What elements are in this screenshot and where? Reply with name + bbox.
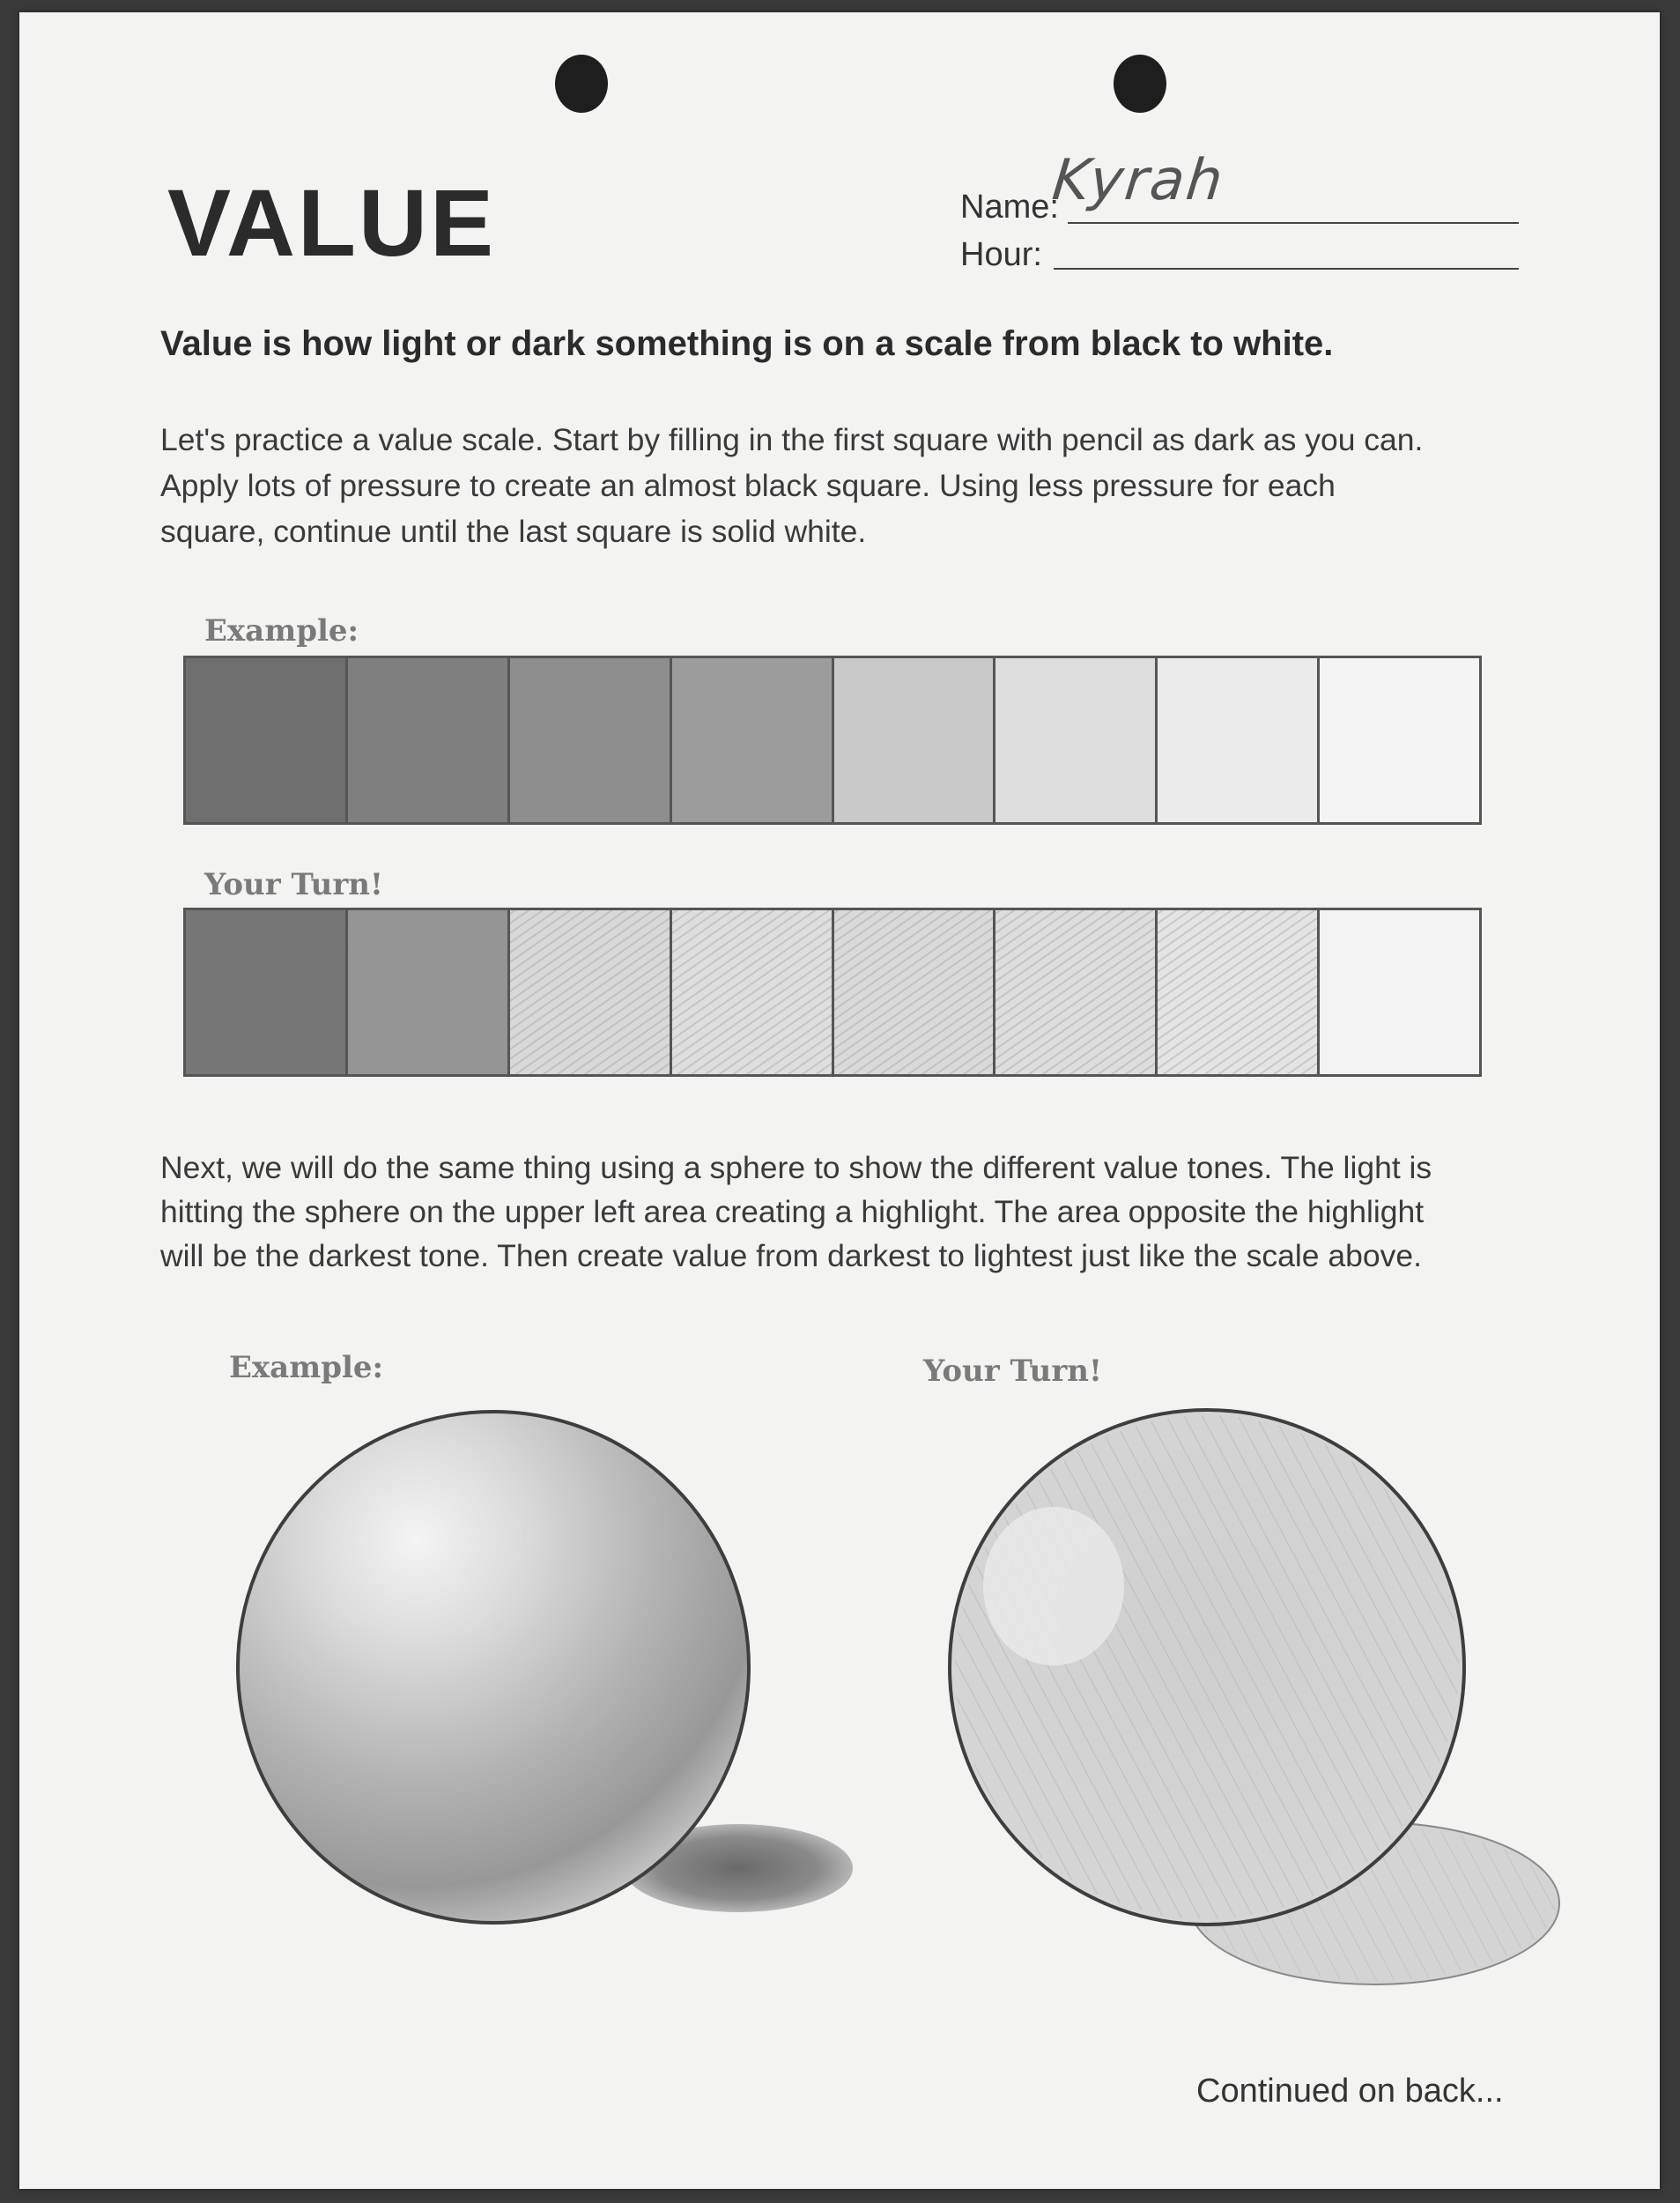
student-sphere-highlight: [983, 1507, 1124, 1665]
definition-headline: Value is how light or dark something is on a scale from black to white.: [160, 324, 1334, 363]
sphere-line-2: hitting the sphere on the upper left area creating a highlight. The area opposite the highlight: [160, 1194, 1425, 1229]
student-sphere-scribble: [955, 1415, 1459, 1919]
example-sphere: [238, 1412, 749, 1923]
name-label: Name:: [960, 189, 1059, 226]
sphere-line-1: Next, we will do the same thing using a sphere to show the different value tones. The light is: [160, 1150, 1432, 1185]
sphere-line-3: will be the darkest tone. Then create value from darkest to lightest just like the scale above.: [160, 1238, 1422, 1273]
sphere-example-label: Example:: [229, 1350, 384, 1385]
intro-line-1: Let's practice a value scale. Start by filling in the first square with pencil as dark as you can.: [160, 422, 1424, 457]
sphere-your-turn-label: Your Turn!: [923, 1354, 1102, 1389]
intro-line-2: Apply lots of pressure to create an almost black square. Using less pressure for each: [160, 468, 1336, 503]
your-turn-scale-label: Your Turn!: [204, 867, 383, 902]
name-handwriting[interactable]: Kyrah: [1049, 148, 1228, 213]
example-scale-label: Example:: [204, 613, 359, 649]
page-title: VALUE: [167, 169, 497, 276]
intro-line-3: square, continue until the last square is solid white.: [160, 514, 867, 549]
continued-note: Continued on back...: [1196, 2073, 1504, 2110]
hour-label: Hour:: [960, 236, 1042, 273]
